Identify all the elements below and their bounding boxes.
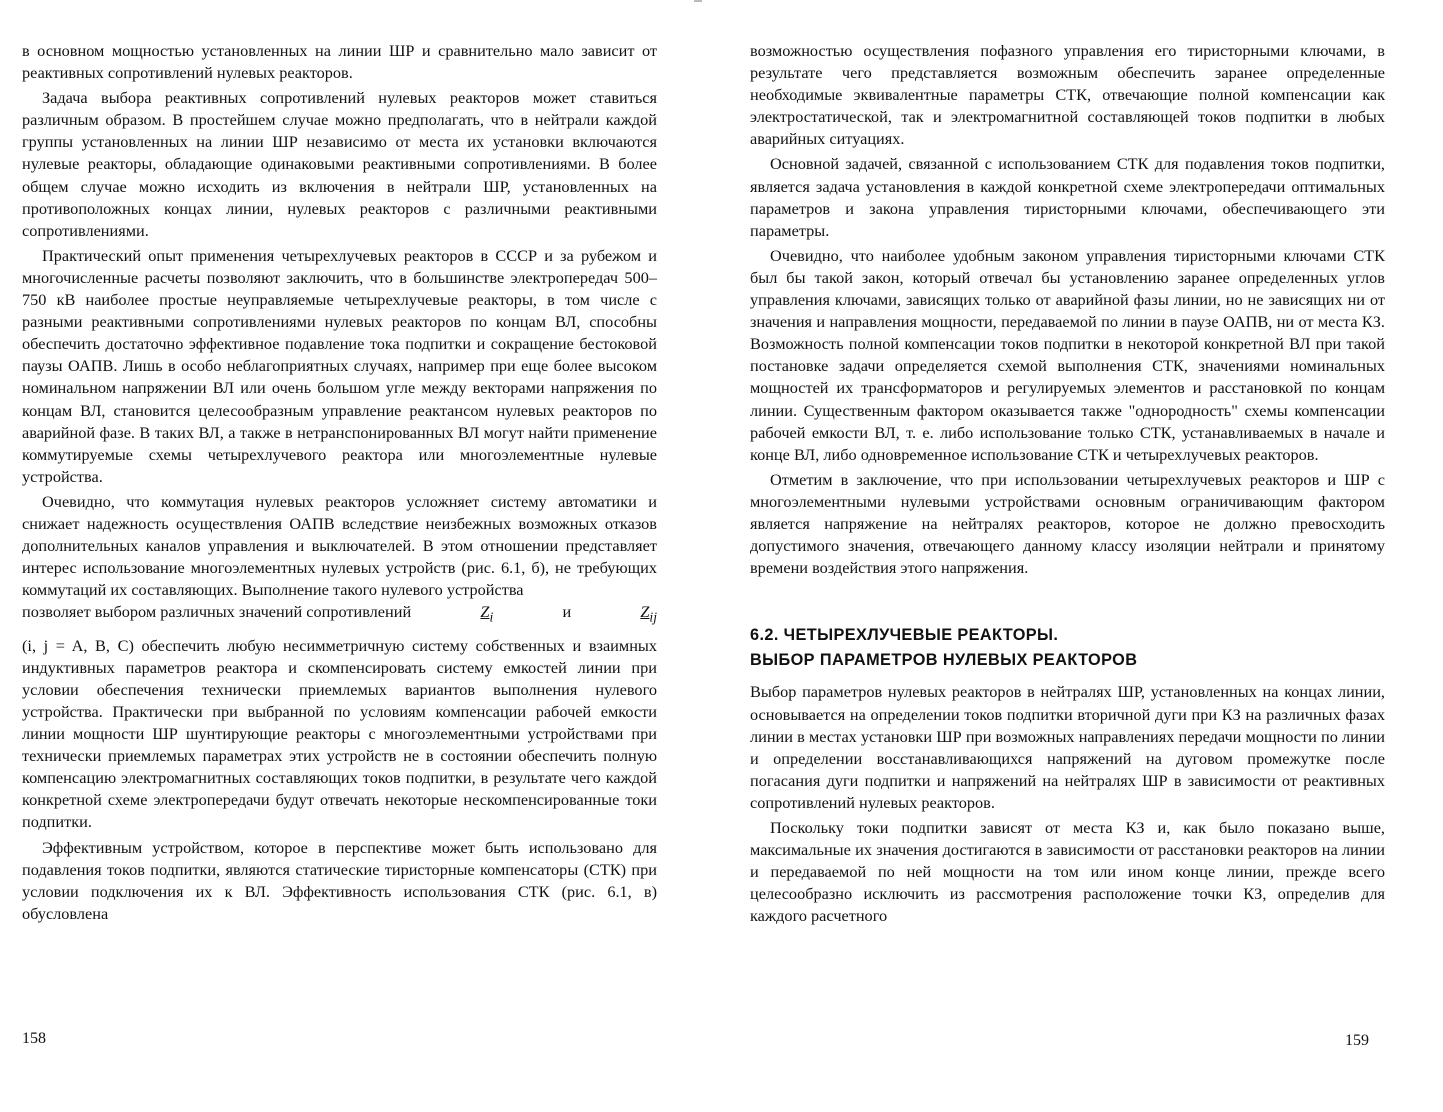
- right-page: [750, 40, 1385, 927]
- left-paragraph-6: Эффективным устройством, которое в перспективе может быть использовано для подавления токов подпитки, являются статические тиристорные компенсаторы (СТК) при условии подключения их к ВЛ. Эффективность использования СТК (рис. 6.1, в) обусловлена: [22, 837, 657, 923]
- left-paragraph-5: (i, j = A, B, C) обеспечить любую несимметричную систему собственных и взаимных индуктивных параметров реактора и скомпенсировать систему емкостей линии при условии обеспечения технически приемлемых вариантов выполнения нулевого устройства. Практически при выбранной по условиям компенсации рабочей емкости линии мощности ШР шунтирующие реакторы с многоэлементными устройствами при технически приемлемых параметрах этих устройств не в состоянии обеспечить полную компенсацию электромагнитных составляющих токов подпитки, в результате чего каждой конкретной схеме электропередачи будут отвечать некоторые нескомпенсированные токи подпитки.: [22, 635, 657, 832]
- formula-conjunction: и: [562, 602, 572, 622]
- scan-mark: [694, 0, 702, 2]
- left-paragraph-1: в основном мощностью установленных на линии ШР и сравнительно мало зависит от реактивных сопротивлений нулевых реакторов.: [22, 41, 657, 83]
- right-paragraph-1: возможностью осуществления пофазного управления его тиристорными ключами, в результате чего представляется возможным обеспечить заранее определенные необходимые эквивалентные параметры СТК, отвечающие полной компенсации как электростатической, так и электромагнитной составляющей токов подпитки в любых аварийных ситуациях.: [750, 41, 1385, 149]
- right-paragraph-4: Отметим в заключение, что при использовании четырехлучевых реакторов и ШР с многоэлементными нулевыми устройствами основным ограничивающим фактором является напряжение на нейтралях реакторов, которое не должно превосходить допустимого значения, отвечающего данному классу изоляции нейтрали и принятому времени воздействия этого напряжения.: [750, 469, 1385, 578]
- page-number-right: 159: [1345, 1032, 1369, 1049]
- right-paragraph-5: Выбор параметров нулевых реакторов в нейтралях ШР, установленных на концах линии, основывается на определении токов подпитки вторичной дуги при КЗ на различных фазах линии в местах установки ШР при возможных направлениях передачи мощности по линии и определении восстанавливающихся напряжений на дуговом промежутке после погасания дуги подпитки и напряжений на нейтралях ШР в зависимости от реактивных сопротивлений нулевых реакторов.: [750, 682, 1385, 812]
- section-heading: [750, 624, 1385, 671]
- formula-line: [22, 601, 657, 628]
- right-paragraph-6: Поскольку токи подпитки зависят от места КЗ и, как было показано выше, максимальные их значения достигаются в зависимости от расстановки реакторов на линии и передаваемой по ней мощности на том или ином конце линии, прежде всего целесообразно исключить из рассмотрения расположение точки КЗ, определив для каждого расчетного: [750, 818, 1385, 926]
- left-paragraph-2: Задача выбора реактивных сопротивлений нулевых реакторов может ставиться различным образом. В простейшем случае можно предполагать, что в нейтрали каждой группы установленных на линии ШР независимо от места их установки включаются нулевые реакторы, обладающие одинаковыми реактивными сопротивлениями. В более общем случае можно исходить из включения в нейтрали ШР, установленных на противоположных концах линии, нулевых реакторов с различными реактивными сопротивлениями.: [22, 88, 657, 240]
- section-heading-line-1: 6.2. ЧЕТЫРЕХЛУЧЕВЫЕ РЕАКТОРЫ.: [750, 626, 1059, 645]
- formula-z-ij: $Z_{ij}$: [640, 602, 657, 625]
- right-paragraph-2: Основной задачей, связанной с использованием СТК для подавления токов подпитки, является задача установления в каждой конкретной схеме электропередачи оптимальных параметров и закона управления тиристорными ключами, обеспечивающего эти параметры.: [750, 154, 1385, 240]
- left-page: [22, 40, 657, 925]
- left-paragraph-4: Очевидно, что коммутация нулевых реакторов усложняет систему автоматики и снижает надежность осуществления ОАПВ вследствие неизбежных возможных отказов дополнительных каналов управления и выключателей. В этом отношении представляет интерес использование многоэлементных нулевых устройств (рис. 6.1, б), не требующих коммутаций их составляющих. Выполнение такого нулевого устройства: [22, 491, 657, 600]
- page-number-left: 158: [22, 1030, 46, 1047]
- formula-line-text: позволяет выбором различных значений сопротивлений: [22, 602, 412, 622]
- formula-z-i: $Z_i$: [480, 602, 494, 625]
- right-paragraph-3: Очевидно, что наиболее удобным законом управления тиристорными ключами СТК был бы такой закон, который отвечал бы установлению заранее определенных углов управления ключами, зависящих только от аварийной фазы линии, но не зависящих ни от значения и направления мощности, передаваемой по линии в паузе ОАПВ, ни от места КЗ. Возможность полной компенсации токов подпитки в некоторой конкретной ВЛ при такой постановке задачи определяется схемой выполнения СТК, значениями номинальных мощностей их трансформаторов и регулируемых элементов и расстановкой по концам линии. Существенным фактором оказывается также "однородность" схемы компенсации рабочей емкости ВЛ, т. е. либо использование только СТК, устанавливаемых в начале и конце ВЛ, либо одновременное использование СТК и четырехлучевых реакторов.: [750, 245, 1385, 464]
- section-heading-line-2: ВЫБОР ПАРАМЕТРОВ НУЛЕВЫХ РЕАКТОРОВ: [750, 651, 1138, 670]
- left-paragraph-3: Практический опыт применения четырехлучевых реакторов в СССР и за рубежом и многочисленные расчеты позволяют заключить, что в большинстве электропередач 500–750 кВ наиболее простые неуправляемые четырехлучевые реакторы, в том числе с разными реактивными сопротивлениями нулевых реакторов по концам ВЛ, способны обеспечить достаточно эффективное подавление тока подпитки и сокращение бестоковой паузы ОАПВ. Лишь в особо неблагоприятных случаях, например при еще более высоком номинальном напряжении ВЛ или очень большом угле между векторами напряжения по концам ВЛ, становится целесообразным управление реактансом нулевых реакторов по аварийной фазе. В таких ВЛ, а также в нетранспонированных ВЛ могут найти применение коммутируемые схемы четырехлучевого реактора или многоэлементные нулевые устройства.: [22, 245, 657, 486]
